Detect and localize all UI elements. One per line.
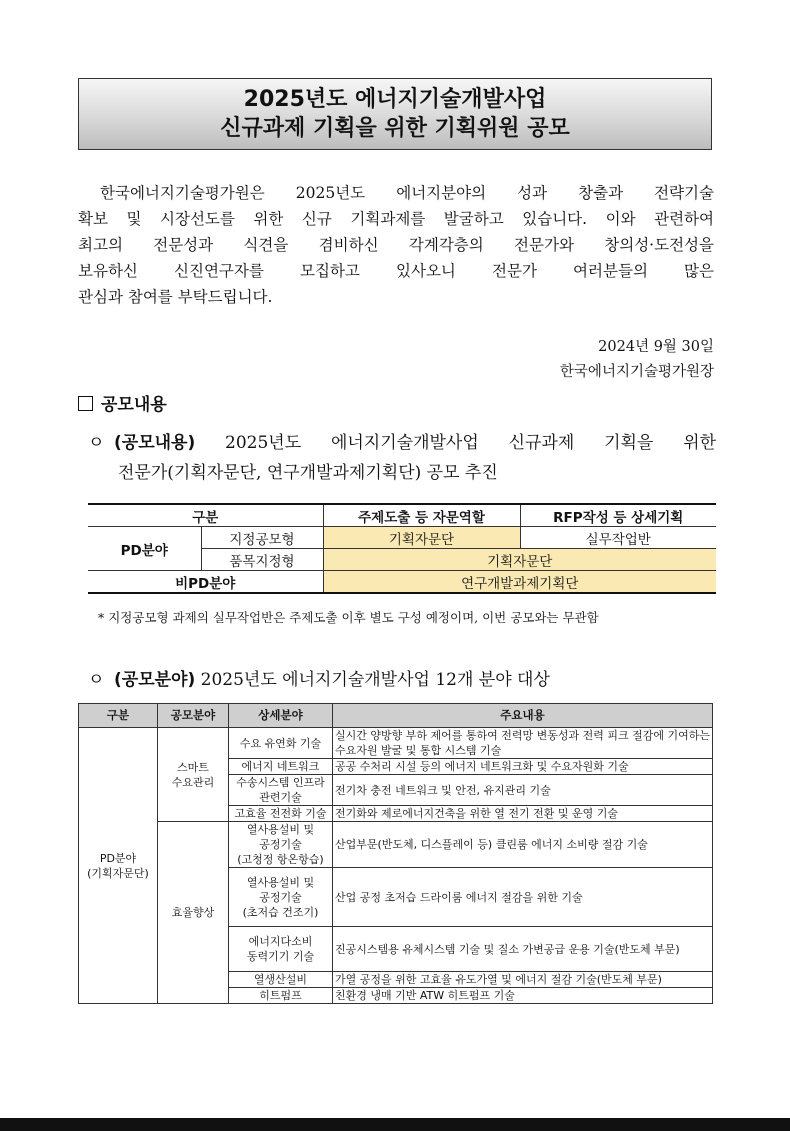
title-line-1: 2025년도 에너지기술개발사업 <box>243 87 547 112</box>
table-header: RFP작성 등 상세기획 <box>520 504 716 527</box>
table-cell: 실시간 양방향 부하 제어를 통하여 전력망 변동성과 전력 피크 절감에 기여하는 수요자원 발굴 및 통합 시스템 기술 <box>333 728 713 759</box>
bullet-text-2: 전문가(기획자문단, 연구개발과제기획단) 공모 추진 <box>118 463 498 483</box>
signature: 한국에너지기술평가원장 <box>559 364 714 380</box>
table-cell: 전기차 충전 네트워크 및 안전, 유지관리 기술 <box>333 775 713 806</box>
bullet-symbol: ㅇ <box>88 670 105 690</box>
bottom-bar <box>0 1118 790 1131</box>
table-cell: PD분야 (기획자문단) <box>79 728 158 1004</box>
bullet-fields <box>88 665 716 695</box>
section-title: 공모내용 <box>101 395 167 415</box>
bullet-text: 2025년도 에너지기술개발사업 12개 분야 대상 <box>200 670 550 690</box>
document-title <box>78 78 712 150</box>
table-cell: 고효율 전전화 기술 <box>229 806 333 822</box>
intro-line: 관심과 참여를 부탁드립니다. <box>78 288 273 306</box>
table-cell: 히트펌프 <box>229 988 333 1004</box>
table-cell: 수송시스템 인프라 관련기술 <box>229 775 333 806</box>
table-cell: 산업 공정 초저습 드라이룸 에너지 절감을 위한 기술 <box>333 868 713 927</box>
intro-line: 한국에너지기술평가원은 2025년도 에너지분야의 성과 창출과 전략기술 <box>100 184 714 202</box>
table-cell: 전기화와 제로에너지건축을 위한 열 전기 전환 및 운영 기술 <box>333 806 713 822</box>
fields-table <box>78 703 713 1004</box>
table-cell: 에너지다소비 동력기기 기술 <box>229 927 333 972</box>
bullet-label: (공모내용) <box>114 433 196 453</box>
table-cell: 진공시스템용 유체시스템 기술 및 질소 가변공급 운용 기술(반도체 부문) <box>333 927 713 972</box>
title-line-2: 신규과제 기획을 위한 기획위원 공모 <box>220 116 570 141</box>
checkbox-square-icon <box>78 396 93 411</box>
expert-role-table <box>88 503 716 594</box>
intro-line: 보유하신 신진연구자를 모집하고 있사오니 전문가 여러분들의 많은 <box>78 262 714 280</box>
section-heading <box>78 390 167 415</box>
table-cell: 열사용설비 및 공정기술 (고청정 항온항습) <box>229 822 333 868</box>
table-cell: 기획자문단 <box>323 549 716 571</box>
bullet-symbol: ㅇ <box>88 433 105 453</box>
table-cell: 실무작업반 <box>520 527 716 549</box>
table-cell: PD분야 <box>88 527 201 571</box>
table-cell: 비PD분야 <box>88 571 323 594</box>
table-cell: 수요 유연화 기술 <box>229 728 333 759</box>
bullet-contents <box>88 428 716 488</box>
table-cell: 연구개발과제기획단 <box>323 571 716 594</box>
table-header: 주제도출 등 자문역할 <box>323 504 520 527</box>
table-cell: 효율향상 <box>158 822 229 1004</box>
table-cell: 품목지정형 <box>201 549 323 571</box>
table-cell: 공공 수처리 시설 등의 에너지 네트워크화 및 수요자원화 기술 <box>333 759 713 775</box>
intro-paragraph <box>78 180 714 310</box>
table-header: 상세분야 <box>229 704 333 728</box>
bullet-text-1: 2025년도 에너지기술개발사업 신규과제 기획을 위한 <box>225 433 716 453</box>
table-cell: 에너지 네트워크 <box>229 759 333 775</box>
table-header: 구분 <box>88 504 323 527</box>
table-note: * 지정공모형 과제의 실무작업반은 주제도출 이후 별도 구성 예정이며, 이번 공모와는 무관함 <box>98 610 599 625</box>
table-cell: 지정공모형 <box>201 527 323 549</box>
table-cell: 열생산설비 <box>229 972 333 988</box>
table-cell: 가열 공정을 위한 고효율 유도가열 및 에너지 절감 기술(반도체 부문) <box>333 972 713 988</box>
bullet-label: (공모분야) <box>114 670 196 690</box>
intro-line: 최고의 전문성과 식견을 겸비하신 각계각층의 전문가와 창의성·도전성을 <box>78 236 714 254</box>
table-header: 주요내용 <box>333 704 713 728</box>
document-date: 2024년 9월 30일 <box>598 339 714 355</box>
table-cell: 열사용설비 및 공정기술 (초저습 건조기) <box>229 868 333 927</box>
table-cell: 스마트 수요관리 <box>158 728 229 822</box>
table-header: 구분 <box>79 704 158 728</box>
table-header: 공모분야 <box>158 704 229 728</box>
table-cell: 친환경 냉매 기반 ATW 히트펌프 기술 <box>333 988 713 1004</box>
table-cell: 기획자문단 <box>323 527 520 549</box>
intro-line: 확보 및 시장선도를 위한 신규 기획과제를 발굴하고 있습니다. 이와 관련하여 <box>78 210 714 228</box>
table-cell: 산업부문(반도체, 디스플레이 등) 클린룸 에너지 소비량 절감 기술 <box>333 822 713 868</box>
